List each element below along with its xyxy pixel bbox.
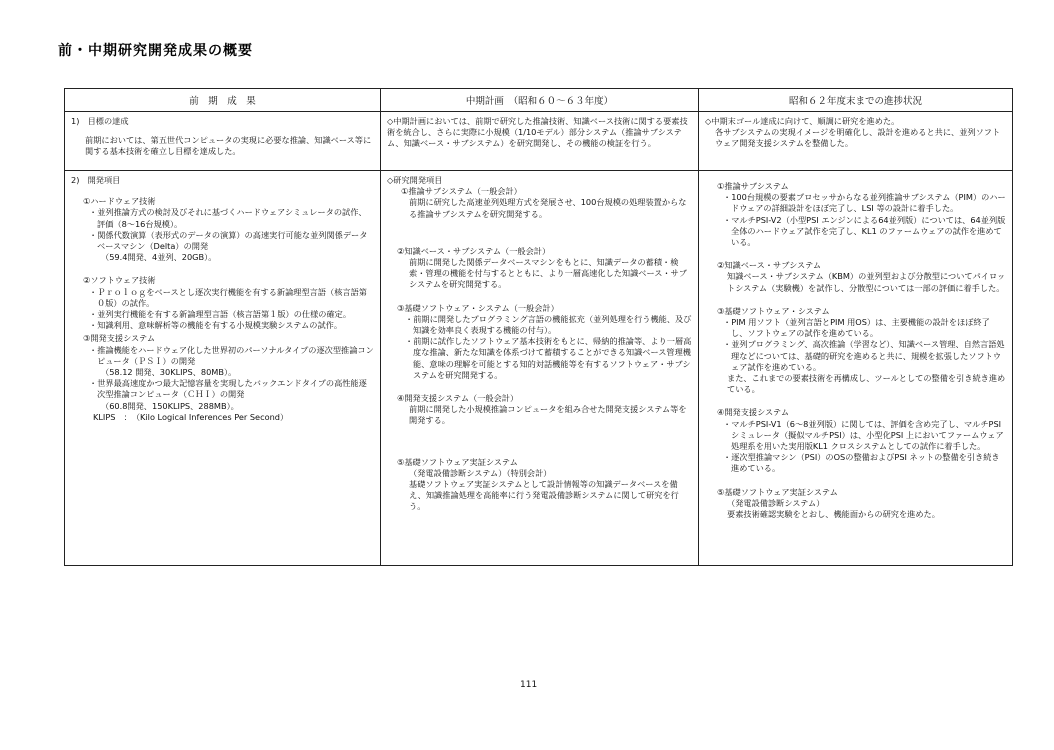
page-title: 前・中期研究開発成果の概要 [58, 43, 253, 59]
progress-inference-bullet-2: ・ マルチPSI-V2（小型PSI エンジンによる64並列版）については、64並列版全体のハードウェア試作を完了し、KL1 のファームウェアの試作を進めている。 [705, 215, 1006, 249]
plan-basic-sw-bullet-2: ・ 前期に試作したソフトウェア基本技術をもとに、帰納的推論等、より一層高度な推論、新たな知識を体系づけて蓄積することができる知識ベース管理機能、意味の理解を可能とする知的対話機能等を有するソフトウェア・サブシステムを研究開発する。 [387, 336, 692, 381]
progress-inference-bullet-1: ・ 100台規模の要素プロセッサからなる並列推論サブシステム（PIM）のハードウェアの詳細設計をほぼ完了し、LSI 等の設計に着手した。 [705, 192, 1006, 214]
dev-cell-plan [381, 171, 699, 566]
progress-demo-sub: （発電設備診断システム） [727, 497, 825, 508]
goal-progress-line2: 各サブシステムの実現イメージを明確化し、設計を進めると共に、並列ソフトウェア開発支援システムを整備した。 [715, 127, 1001, 149]
progress-dev-support-heading: ④開発支援システム [717, 407, 790, 418]
plan-dev-support-text: 前期に開発した小規模推論コンピュータを組み合せた開発支援システム等を開発する。 [409, 404, 687, 426]
plan-demo-heading: ⑤基礎ソフトウェア実証システム [397, 456, 518, 467]
plan-intro: ◇研究開発項目 [387, 175, 443, 185]
hardware-bullet-2: ・ 関係代数演算（表形式のデータの演算）の高速実行可能な並列関係データベースマシン（Delta）の開発 [71, 230, 374, 252]
goal-cell-plan [381, 112, 699, 171]
plan-basic-sw-bullet-1: ・ 前期に開発したプログラミング言語の機能拡充（並列処理を行う機能、及び知識を効率良く表現する機能の付与）。 [387, 314, 692, 336]
goal-label: 1) 目標の達成 [71, 116, 129, 126]
progress-table [64, 88, 1013, 566]
dev-cell-progress [699, 171, 1013, 566]
header-progress-status: 昭和６２年度末までの進捗状況 [699, 89, 1013, 112]
progress-basic-sw-bullet-2: ・ 並列プログラミング、高次推論（学習など）、知識ベース管理、自然言語処理などについては、基礎的研究を進めると共に、規模を拡張したソフトウェア試作を進めている。 [705, 339, 1006, 373]
hardware-heading: ①ハードウェア技術 [83, 196, 156, 207]
header-mid-term-plan: 中期計画 （昭和６０～６３年度） [381, 89, 699, 112]
dev-items-row [65, 171, 1013, 566]
progress-basic-sw-note: また、これまでの要素技術を再構成し、ツールとしての整備を引き続き進めている。 [727, 373, 1006, 395]
goal-cell-progress [699, 112, 1013, 171]
plan-inference-text: 前期に研究した高速並列処理方式を発展させ、100台規模の処理装置からなる推論サブシステムを研究開発する。 [409, 197, 687, 219]
progress-inference-heading: ①推論サブシステム [717, 181, 789, 191]
goal-row [65, 112, 1013, 171]
progress-kb-text: 知識ベース・サブシステム（KBM）の並列型および分散型についてパイロットシステム（実験機）を試作し、分散型については一部の評価に着手した。 [727, 271, 1006, 293]
plan-dev-support-heading: ④開発支援システム（一般会計） [397, 393, 519, 404]
plan-kb-text: 前期に開発した関係データベースマシンをもとに、知識データの蓄積・検索・管理の機能を付与するとともに、より一層高速化した知識ベース・サブシステムを研究開発する。 [409, 257, 687, 290]
dev-support-bullet-1-spec: （58.12 開発、30KLIPS、80MB）。 [101, 367, 237, 378]
goal-cell-previous [65, 112, 381, 171]
hardware-bullet-1: ・ 並列推論方式の検討及びそれに基づくハードウェアシミュレータの試作、評価（8～16台規模）。 [71, 207, 374, 229]
dev-support-bullet-1: ・ 推論機能をハードウェア化した世界初のパーソナルタイプの逐次型推論コンピュータ（ＰＳＩ）の開発 [71, 345, 374, 367]
plan-inference-heading: ①推論サブシステム（一般会計） [401, 186, 522, 197]
software-bullet-3: ・ 知識利用、意味解析等の機能を有する小規模実験システムの試作。 [71, 320, 374, 331]
progress-kb-heading: ②知識ベース・サブシステム [717, 260, 822, 271]
header-previous-results: 前 期 成 果 [65, 89, 381, 112]
progress-basic-sw-bullet-1: ・ PIM 用ソフト（並列言語とPIM 用OS）は、主要機能の設計をほぼ終了し、ソフトウェアの試作を進めている。 [705, 317, 1006, 339]
software-heading: ②ソフトウェア技術 [83, 275, 156, 286]
software-bullet-2: ・ 並列実行機能を有する新論理型言語（核言語第１版）の仕様の確定。 [71, 309, 374, 320]
klips-note: KLIPS ： （Kilo Logical Inferences Per Second） [93, 411, 289, 422]
dev-cell-previous [65, 171, 381, 566]
progress-basic-sw-heading: ③基礎ソフトウェア・システム [717, 305, 830, 316]
goal-plan-text: ◇中期計画においては、前期で研究した推論技術、知識ベース技術に関する要素技術を統合し、さらに実際に小規模（1/10モデル）部分システム（推論サブシステム、知識ベース・サブシステム）を研究開発し、その機能の検証を行う。 [387, 116, 688, 149]
hardware-bullet-2-spec: （59.4開発、4並列、20GB）。 [101, 252, 217, 263]
progress-demo-text: 要素技術確認実験をとおし、機能面からの研究を進めた。 [727, 509, 940, 520]
software-bullet-1: ・ Ｐｒｏｌｏｇをベースとし逐次実行機能を有する新論理型言語（核言語第０版）の試作。 [71, 287, 374, 309]
progress-dev-support-bullet-2: ・ 逐次型推論マシン（PSI）のOSの整備およびPSI ネットの整備を引き続き進めている。 [705, 452, 1006, 474]
dev-support-heading: ③開発支援システム [83, 333, 156, 344]
page-number: 111 [520, 680, 538, 690]
goal-previous-text: 前期においては、第五世代コンピュータの実現に必要な推論、知識ベース等に関する基本技術を確立し目標を達成した。 [85, 135, 372, 157]
dev-support-bullet-2: ・ 世界最高速度かつ最大記憶容量を実現したバックエンドタイプの高性能逐次型推論コンピュータ（ＣＨＩ）の開発 [71, 378, 374, 400]
plan-demo-sub: （発電設備診断システム）（特別会計） [409, 467, 552, 478]
dev-support-bullet-2-spec: （60.8開発、150KLIPS、288MB）。 [101, 400, 239, 411]
progress-dev-support-bullet-1: ・ マルチPSI-V1（6～8並列版）に関しては、評価を含め完了し、マルチPSI シミュレータ（擬似マルチPSI）は、小型化PSI 上においてファームウェア処理系を用いた実用版KL1 クロスシステムとしての試作に着手した。 [705, 419, 1006, 453]
progress-demo-heading: ⑤基礎ソフトウェア実証システム [717, 486, 838, 497]
dev-items-label: 2) 開発項目 [71, 175, 121, 185]
header-row [65, 89, 1013, 112]
plan-kb-heading: ②知識ベース・サブシステム（一般会計） [397, 245, 551, 256]
plan-basic-sw-heading: ③基礎ソフトウェア・システム（一般会計） [397, 302, 559, 313]
plan-demo-text: 基礎ソフトウェア実証システムとして設計情報等の知識データベースを備え、知識推論処理を高能率に行う発電設備診断システムに関して研究を行う。 [409, 479, 679, 512]
goal-progress-line1: ◇中期末ゴール達成に向けて、順調に研究を進めた。 [705, 116, 900, 126]
